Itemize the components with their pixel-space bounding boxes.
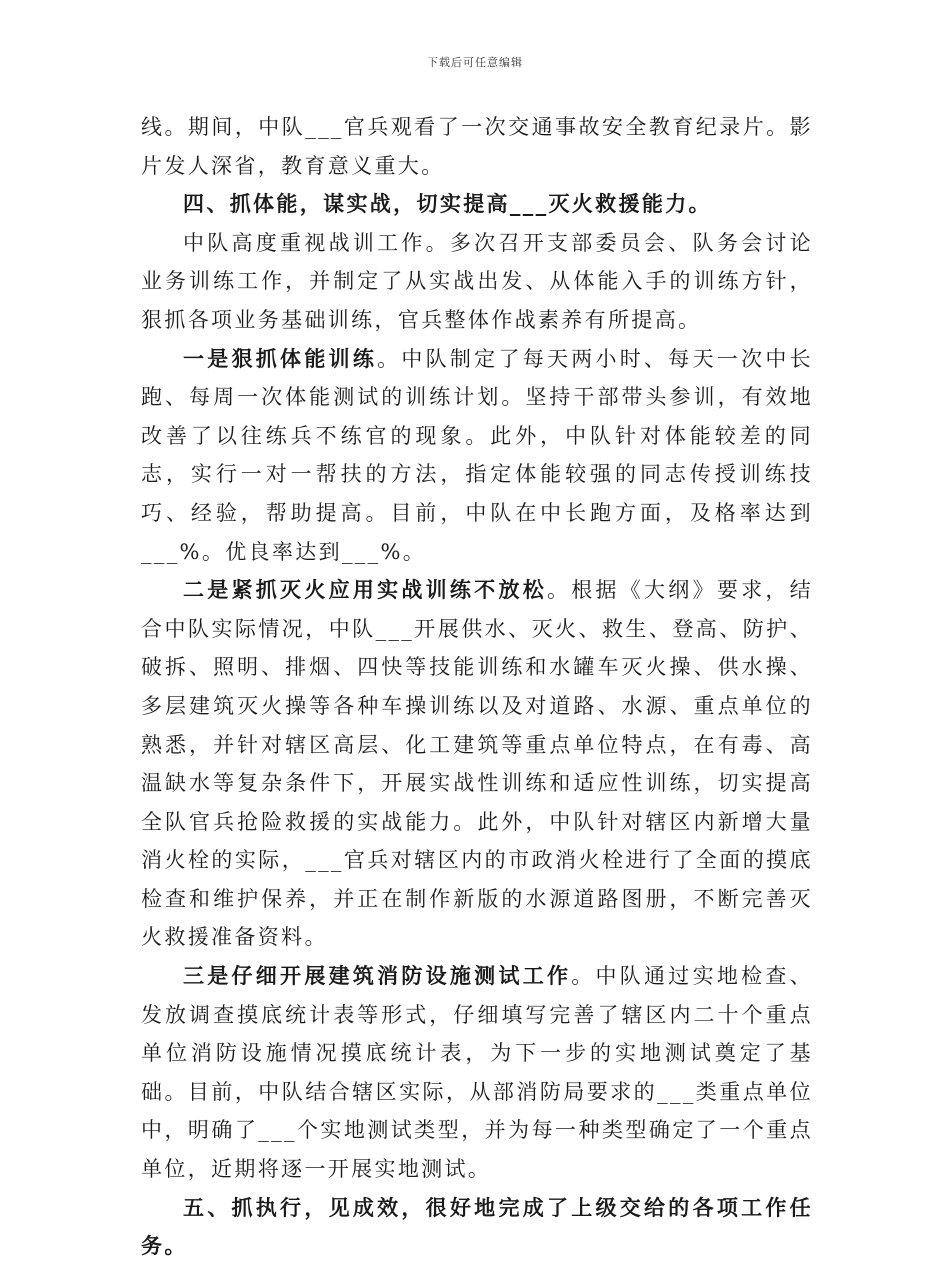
heading-text: 五、抓执行，见成效，很好地完成了上级交给的各项工作任务。	[141, 1194, 813, 1259]
page-header: 下载后可任意编辑	[427, 56, 523, 69]
paragraph-lead: 三是仔细开展建筑消防设施测试工作	[183, 963, 572, 989]
paragraph-lead: 二是紧抓灭火应用实战训练不放松	[183, 577, 547, 603]
heading-text: 四、抓体能，谋实战，切实提高___灭火救援能力。	[183, 191, 712, 217]
paragraph-lead: 一是狠抓体能训练	[183, 345, 378, 371]
document-body	[141, 108, 813, 1266]
section-heading-4	[141, 185, 813, 224]
paragraph-item-2	[141, 571, 813, 957]
paragraph-text: 线。期间，中队___官兵观看了一次交通事故安全教育纪录片。影片发人深省，教育意义重大。	[141, 115, 813, 178]
paragraph-text: 。根据《大纲》要求，结合中队实际情况，中队___开展供水、灭火、救生、登高、防护、破拆、照明、排烟、四快等技能训练和水罐车灭火操、供水操、多层建筑灭火操等各种车操训练以及对道路、水源、重点单位的熟悉，并针对辖区高层、化工建筑等重点单位特点，在有毒、高温缺水等复杂条件下，开展实战性训练和适应性训练，切实提高全队官兵抢险救援的实战能力。此外，中队针对辖区内新增大量消火栓的实际，___官兵对辖区内的市政消火栓进行了全面的摸底检查和维护保养，并正在制作新版的水源道路图册，不断完善灭火救援准备资料。	[141, 578, 813, 950]
paragraph-text: 。中队通过实地检查、发放调查摸底统计表等形式，仔细填写完善了辖区内二十个重点单位消防设施情况摸底统计表，为下一步的实地测试奠定了基础。目前，中队结合辖区实际，从部消防局要求的___类重点单位中，明确了___个实地测试类型，并为每一种类型确定了一个重点单位，近期将逐一开展实地测试。	[141, 964, 813, 1182]
paragraph-item-1	[141, 340, 813, 572]
paragraph-text: 。中队制定了每天两小时、每天一次中长跑、每周一次体能测试的训练计划。坚持干部带头参训，有效地改善了以往练兵不练官的现象。此外，中队针对体能较差的同志，实行一对一帮扶的方法，指定体能较强的同志传授训练技巧、经验，帮助提高。目前，中队在中长跑方面，及格率达到___%。优良率达到___%。	[141, 346, 813, 564]
paragraph-intro	[141, 224, 813, 340]
paragraph-continuation	[141, 108, 813, 185]
section-heading-5	[141, 1189, 813, 1266]
paragraph-text: 中队高度重视战训工作。多次召开支部委员会、队务会讨论业务训练工作，并制定了从实战出发、从体能入手的训练方针，狠抓各项业务基础训练，官兵整体作战素养有所提高。	[141, 230, 813, 332]
paragraph-item-3	[141, 957, 813, 1189]
